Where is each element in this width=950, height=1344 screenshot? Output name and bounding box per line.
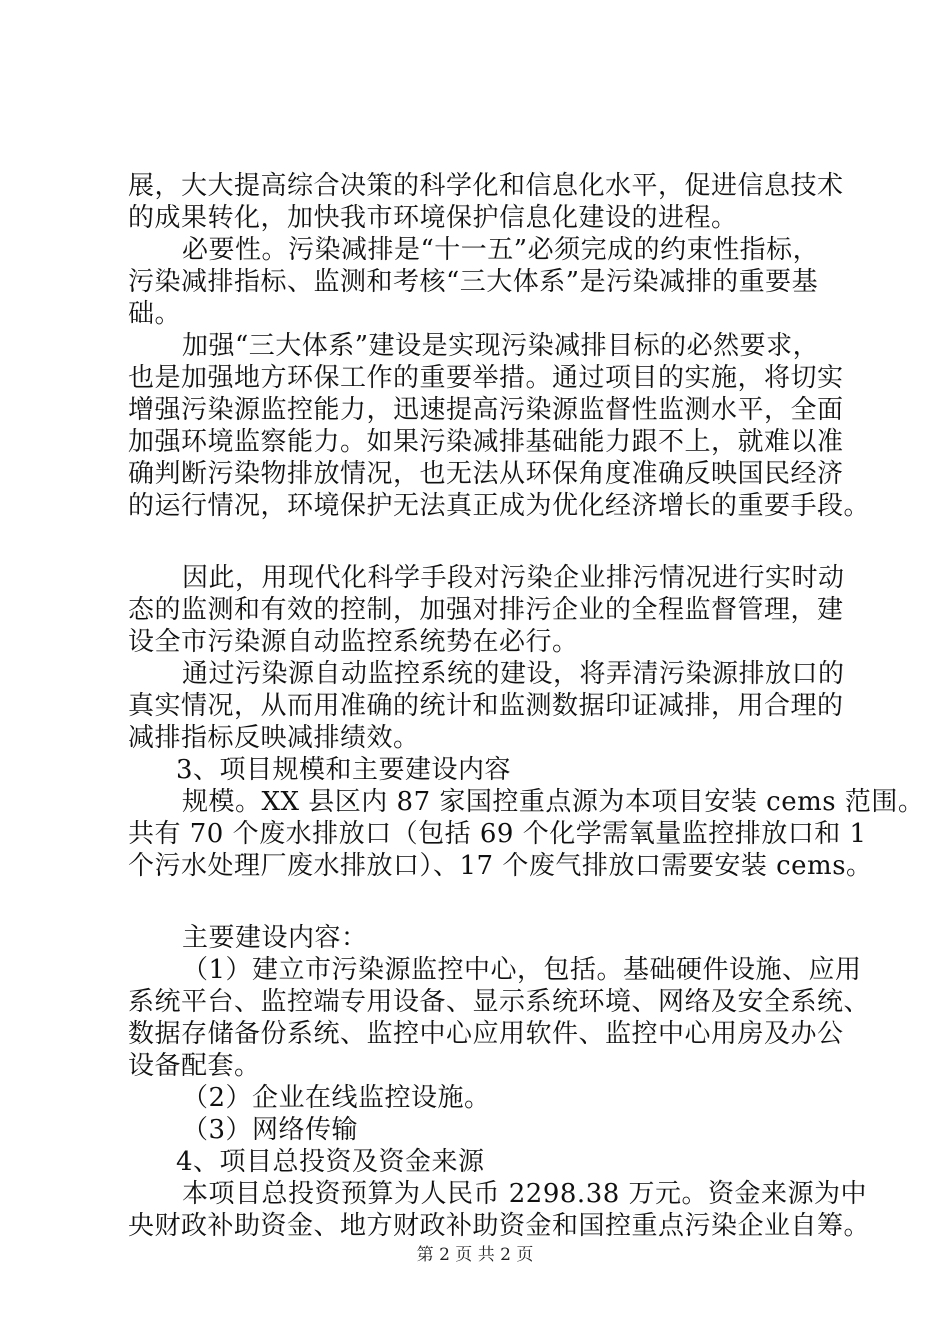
list-item-line: （1）建立市污染源监控中心，包括。基础硬件设施、应用 bbox=[182, 955, 862, 985]
document-body bbox=[128, 170, 925, 1242]
paragraph-line: 因此，用现代化科学手段对污染企业排污情况进行实时动 bbox=[182, 563, 845, 593]
paragraph-line: 增强污染源监控能力，迅速提高污染源监督性监测水平，全面 bbox=[128, 395, 844, 425]
paragraph-line: 展，大大提高综合决策的科学化和信息化水平，促进信息技术 bbox=[128, 171, 844, 201]
section-heading: 4、项目总投资及资金来源 bbox=[176, 1147, 485, 1177]
paragraph-line: 主要建设内容： bbox=[182, 923, 368, 953]
paragraph-line: 加强“三大体系”建设是实现污染减排目标的必然要求， bbox=[182, 331, 820, 361]
list-item-line: 系统平台、监控端专用设备、显示系统环境、网络及安全系统、 bbox=[128, 987, 871, 1017]
page-footer bbox=[0, 1244, 950, 1266]
paragraph-line: 的运行情况，环境保护无法真正成为优化经济增长的重要手段。 bbox=[128, 491, 871, 521]
paragraph-line: 共有 70 个废水排放口（包括 69 个化学需氧量监控排放口和 1 bbox=[128, 819, 867, 849]
paragraph-line: 必要性。污染减排是“十一五”必须完成的约束性指标， bbox=[182, 235, 820, 265]
paragraph-line: 的成果转化，加快我市环境保护信息化建设的进程。 bbox=[128, 203, 738, 233]
paragraph-line: 础。 bbox=[128, 299, 182, 329]
paragraph-spacer bbox=[128, 882, 838, 922]
paragraph-line: 规模。XX 县区内 87 家国控重点源为本项目安装 cems 范围。 bbox=[182, 787, 925, 817]
page-indicator: 第 2 页 共 2 页 bbox=[416, 1245, 534, 1265]
paragraph-spacer bbox=[128, 522, 838, 562]
paragraph-line: 污染减排指标、监测和考核“三大体系”是污染减排的重要基 bbox=[128, 267, 819, 297]
section-heading: 3、项目规模和主要建设内容 bbox=[176, 755, 512, 785]
paragraph-line: 设全市污染源自动监控系统势在必行。 bbox=[128, 627, 579, 657]
paragraph-line: 个污水处理厂废水排放口）、17 个废气排放口需要安装 cems。 bbox=[128, 851, 873, 881]
paragraph-line: 减排指标反映减排绩效。 bbox=[128, 723, 420, 753]
paragraph-line: 通过污染源自动监控系统的建设，将弄清污染源排放口的 bbox=[182, 659, 845, 689]
list-item-line: 设备配套。 bbox=[128, 1051, 261, 1081]
list-item-line: （2）企业在线监控设施。 bbox=[182, 1083, 491, 1113]
paragraph-line: 态的监测和有效的控制，加强对排污企业的全程监督管理，建 bbox=[128, 595, 844, 625]
paragraph-line: 央财政补助资金、地方财政补助资金和国控重点污染企业自筹。 bbox=[128, 1211, 871, 1241]
list-item-line: （3）网络传输 bbox=[182, 1115, 359, 1145]
paragraph-line: 本项目总投资预算为人民币 2298.38 万元。资金来源为中 bbox=[182, 1179, 868, 1209]
paragraph-line: 也是加强地方环保工作的重要举措。通过项目的实施，将切实 bbox=[128, 363, 844, 393]
paragraph-line: 真实情况，从而用准确的统计和监测数据印证减排，用合理的 bbox=[128, 691, 844, 721]
paragraph-line: 确判断污染物排放情况，也无法从环保角度准确反映国民经济 bbox=[128, 459, 844, 489]
list-item-line: 数据存储备份系统、监控中心应用软件、监控中心用房及办公 bbox=[128, 1019, 844, 1049]
paragraph-line: 加强环境监察能力。如果污染减排基础能力跟不上，就难以准 bbox=[128, 427, 844, 457]
